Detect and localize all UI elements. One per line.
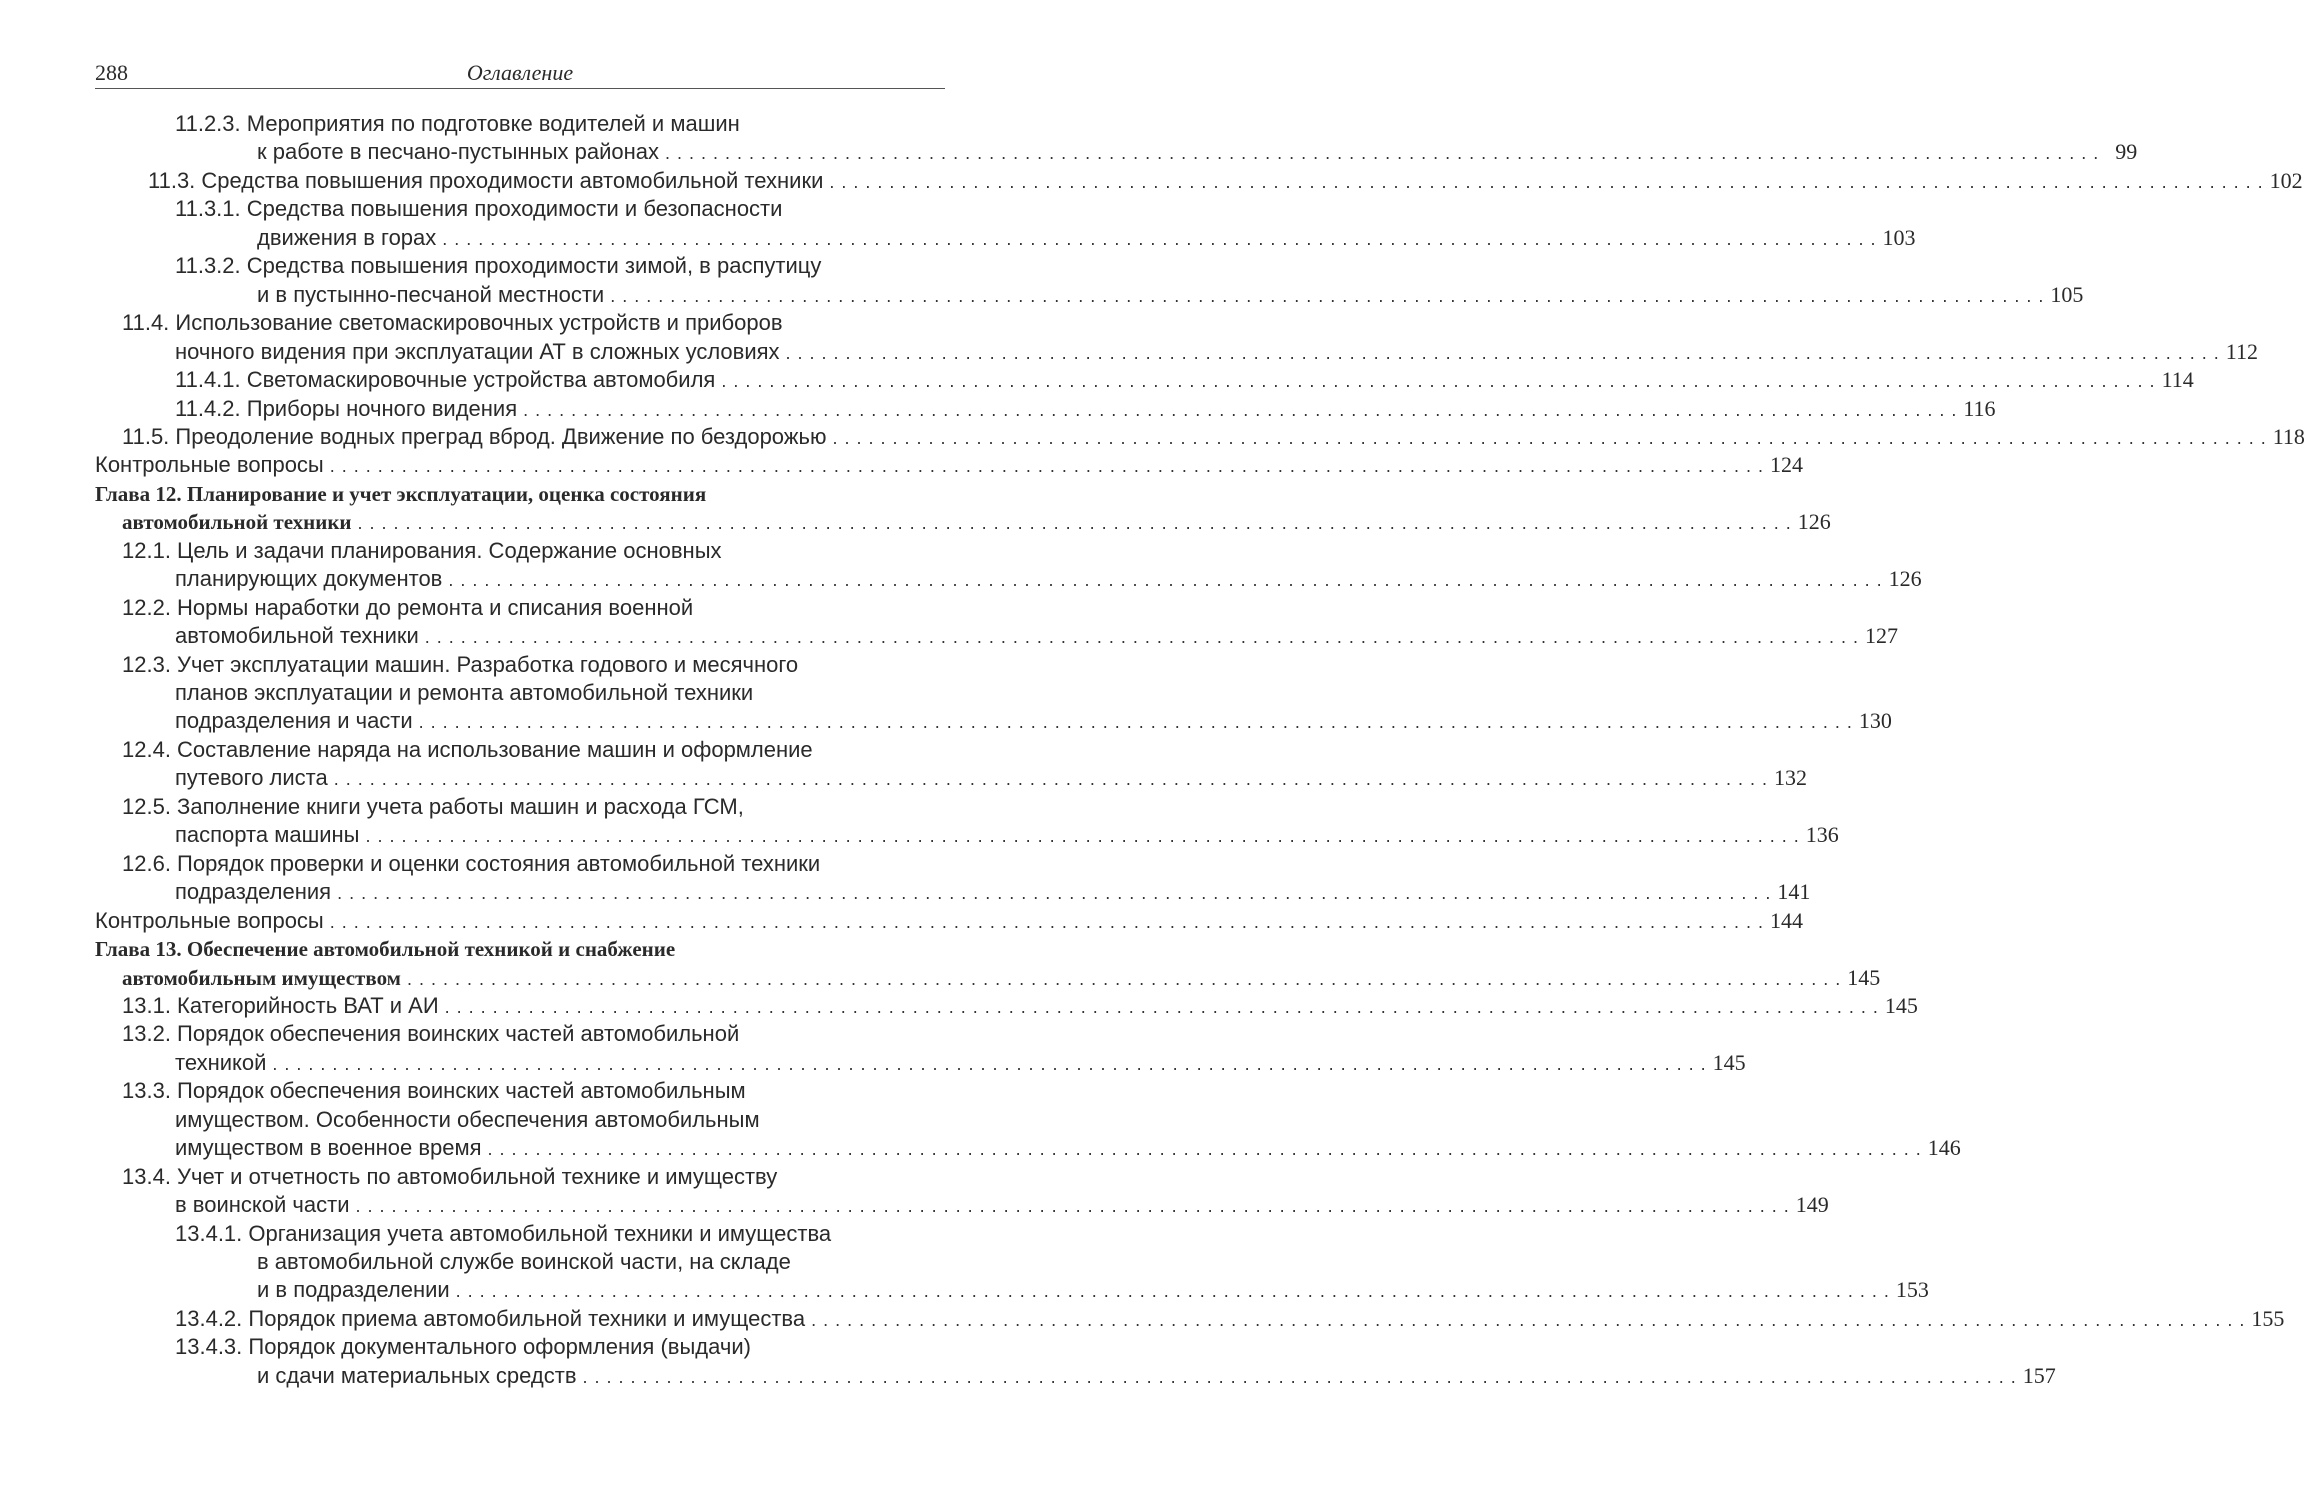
toc-page-number: 124 (1769, 452, 1803, 478)
toc-page-number: 141 (1777, 879, 1811, 905)
toc-page-number: 132 (1773, 765, 1807, 791)
toc-page-number: 116 (1963, 395, 1996, 421)
dot-leader: . . . . . . . . . . . . . . . . . . . . . . . . . . . . . . . . . . . . . . . . . . . . . . . . . . . . . . . . . . . . . . . . . . . . . . . . . . . . . . . . . . . . . . . . . . . . . . . . . . . . . . . . . . . . . . . . . . . . . . . . (487, 1139, 1922, 1160)
toc-entry-title: подразделения (175, 879, 332, 905)
toc-entry-line (122, 594, 693, 622)
dot-leader: . . . . . . . . . . . . . . . . . . . . . . . . . . . . . . . . . . . . . . . . . . . . . . . . . . . . . . . . . . . . . . . . . . . . . . . . . . . . . . . . . . . . . . . . . . . . . . . . . . . . . . . . . . . . . . . . . . . . . . . . (523, 399, 1958, 420)
dot-leader: . . . . . . . . . . . . . . . . . . . . . . . . . . . . . . . . . . . . . . . . . . . . . . . . . . . . . . . . . . . . . . . . . . . . . . . . . . . . . . . . . . . . . . . . . . . . . . . . . . . . . . . . . . . . . . . . . . . . . . . . (337, 883, 1772, 904)
toc-page-number: 102 (2269, 167, 2303, 193)
toc-entry-line (257, 138, 2138, 166)
toc-page-number: 145 (1884, 992, 1918, 1018)
toc-entry-title: 11.4.2. Приборы ночного видения (175, 395, 518, 421)
toc-entry-line (175, 110, 740, 138)
toc-entry-title: 13.4.2. Порядок приема автомобильной техники и имущества (175, 1305, 806, 1331)
toc-entry-title: 11.2.3. Мероприятия по подготовке водителей и машин (175, 111, 740, 136)
toc-entry-title: 12.2. Нормы наработки до ремонта и списания военной (122, 594, 694, 620)
toc-page-number: 145 (1712, 1049, 1746, 1075)
toc-entry-line (175, 338, 2258, 366)
toc-entry-line (257, 224, 1916, 252)
toc-entry-title: 11.4. Использование светомаскировочных устройств и приборов (122, 310, 783, 336)
toc-entry-title: автомобильным имуществом (122, 965, 401, 990)
toc-entry-line (175, 366, 2194, 394)
toc-entry-line (175, 1049, 1746, 1077)
toc-entry-title: 11.5. Преодоление водных преград вброд. Движение по бездорожью (122, 423, 827, 449)
page-number: 288 (95, 60, 128, 85)
toc-entry-line (122, 651, 798, 679)
toc-entry-line (175, 679, 753, 707)
toc-entry-title: 12.4. Составление наряда на использование машин и оформление (122, 736, 813, 762)
toc-entry-title: Глава 13. Обеспечение автомобильной техникой и снабжение (95, 937, 676, 962)
toc-entry-line (122, 309, 783, 337)
toc-entry-line (175, 1191, 1829, 1219)
toc-entry-line (122, 423, 2305, 451)
toc-page-number: 126 (1797, 509, 1831, 535)
toc-entry-line (148, 167, 2303, 195)
dot-leader: . . . . . . . . . . . . . . . . . . . . . . . . . . . . . . . . . . . . . . . . . . . . . . . . . . . . . . . . . . . . . . . . . . . . . . . . . . . . . . . . . . . . . . . . . . . . . . . . . . . . . . . . . . . . . . . . . . . . . . . . (442, 228, 1877, 249)
toc-entry-title: 12.3. Учет эксплуатации машин. Разработка годового и месячного (122, 651, 799, 677)
toc-entry-title: 11.3.1. Средства повышения проходимости и безопасности (175, 196, 783, 222)
dot-leader: . . . . . . . . . . . . . . . . . . . . . . . . . . . . . . . . . . . . . . . . . . . . . . . . . . . . . . . . . . . . . . . . . . . . . . . . . . . . . . . . . . . . . . . . . . . . . . . . . . . . . . . . . . . . . . . . . . . . . . . . (424, 627, 1860, 648)
toc-entry-title: 13.4.3. Порядок документального оформления (выдачи) (175, 1334, 751, 1360)
toc-entry-title: 13.1. Категорийность ВАТ и АИ (122, 992, 439, 1018)
toc-entry-title: 12.1. Цель и задачи планирования. Содержание основных (122, 537, 722, 563)
toc-entry-line (257, 1248, 791, 1276)
toc-entry-line (175, 622, 1899, 650)
toc-entry-line (257, 1362, 2056, 1390)
dot-leader: . . . . . . . . . . . . . . . . . . . . . . . . . . . . . . . . . . . . . . . . . . . . . . . . . . . . . . . . . . . . . . . . . . . . . . . . . . . . . . . . . . . . . . . . . . . . . . . . . . . . . . . . . . . . . . . . . . . . . . . . (333, 769, 1768, 790)
toc-entry-title: ночного видения при эксплуатации АТ в сложных условиях (175, 338, 780, 364)
toc-entry-line (95, 480, 706, 508)
dot-leader: . . . . . . . . . . . . . . . . . . . . . . . . . . . . . . . . . . . . . . . . . . . . . . . . . . . . . . . . . . . . . . . . . . . . . . . . . . . . . . . . . . . . . . . . . . . . . . . . . . . . . . . . . . . . . . . . . . . . . . . . (329, 911, 1764, 932)
toc-entry-line (122, 1163, 777, 1191)
toc-page-number: 126 (1888, 566, 1922, 592)
toc-entry-line (175, 878, 1811, 906)
toc-entry-title: движения в горах (257, 224, 437, 250)
dot-leader: . . . . . . . . . . . . . . . . . . . . . . . . . . . . . . . . . . . . . . . . . . . . . . . . . . . . . . . . . . . . . . . . . . . . . . . . . . . . . . . . . . . . . . . . . . . . . . . . . . . . . . . . . . . . . . . . . . . . . . . . (355, 1196, 1790, 1217)
dot-leader: . . . . . . . . . . . . . . . . . . . . . . . . . . . . . . . . . . . . . . . . . . . . . . . . . . . . . . . . . . . . . . . . . . . . . . . . . . . . . . . . . . . . . . . . . . . . . . . . . . . . . . . . . . . . . . . . . . . . . . . . (272, 1053, 1707, 1074)
dot-leader: . . . . . . . . . . . . . . . . . . . . . . . . . . . . . . . . . . . . . . . . . . . . . . . . . . . . . . . . . . . . . . . . . . . . . . . . . . . . . . . . . . . . . . . . . . . . . . . . . . . . . . . . . . . . . . . . . . . . . . . . (832, 427, 2267, 448)
toc-entry-title: Глава 12. Планирование и учет эксплуатации, оценка состояния (95, 481, 707, 506)
toc-page-number: 157 (2022, 1362, 2056, 1388)
toc-entry-title: автомобильной техники (122, 510, 352, 535)
toc-entry-line (175, 1134, 1961, 1162)
toc-entry-title: автомобильной техники (175, 623, 419, 649)
dot-leader: . . . . . . . . . . . . . . . . . . . . . . . . . . . . . . . . . . . . . . . . . . . . . . . . . . . . . . . . . . . . . . . . . . . . . . . . . . . . . . . . . . . . . . . . . . . . . . . . . . . . . . . . . . . . . . . . . . . . . . . . (829, 171, 2264, 192)
dot-leader: . . . . . . . . . . . . . . . . . . . . . . . . . . . . . . . . . . . . . . . . . . . . . . . . . . . . . . . . . . . . . . . . . . . . . . . . . . . . . . . . . . . . . . . . . . . . . . . . . . . . . . . . . . . . . . . . . . . . . . . . (455, 1281, 1890, 1302)
toc-entry-line (175, 395, 1996, 423)
toc-page-number: 118 (2272, 423, 2305, 449)
toc-entry-line (122, 508, 1831, 536)
toc-entry-title: в автомобильной службе воинской части, на складе (257, 1249, 791, 1274)
toc-entry-title: в воинской части (175, 1192, 350, 1218)
toc-entry-title: к работе в песчано-пустынных районах (257, 139, 660, 165)
toc-page-number: 136 (1805, 822, 1839, 848)
toc-entry-title: и в подразделении (257, 1277, 450, 1303)
toc-page-number: 155 (2251, 1305, 2285, 1331)
toc-page-number: 144 (1769, 907, 1803, 933)
toc-entry-title: 11.3.2. Средства повышения проходимости зимой, в распутицу (175, 253, 822, 279)
toc-entry-line (175, 1305, 2285, 1333)
toc-entry-title: 13.4.1. Организация учета автомобильной техники и имущества (175, 1220, 832, 1246)
toc-entry-line (122, 964, 1881, 992)
toc-entry-title: Контрольные вопросы (95, 452, 324, 478)
toc-entry-title: планов эксплуатации и ремонта автомобильной техники (175, 680, 754, 705)
toc-page-number: 145 (1847, 964, 1881, 990)
toc-entry-title: и в пустынно-песчаной местности (257, 281, 605, 307)
toc-entry-title: 12.5. Заполнение книги учета работы машин и расхода ГСМ, (122, 793, 744, 819)
toc-entry-title: 13.2. Порядок обеспечения воинских частей автомобильной (122, 1021, 740, 1047)
toc-entry-line (122, 850, 820, 878)
toc-entry-line (175, 1333, 751, 1361)
toc-page-number: 103 (1882, 224, 1916, 250)
toc-page-number: 130 (1858, 708, 1892, 734)
toc-entry-title: имуществом. Особенности обеспечения автомобильным (175, 1106, 760, 1132)
toc-entry-line (122, 736, 813, 764)
dot-leader: . . . . . . . . . . . . . . . . . . . . . . . . . . . . . . . . . . . . . . . . . . . . . . . . . . . . . . . . . . . . . . . . . . . . . . . . . . . . . . . . . . . . . . . . . . . . . . . . . . . . . . . . . . . . . . . . . . . . . . . . (610, 285, 2045, 306)
dot-leader: . . . . . . . . . . . . . . . . . . . . . . . . . . . . . . . . . . . . . . . . . . . . . . . . . . . . . . . . . . . . . . . . . . . . . . . . . . . . . . . . . . . . . . . . . . . . . . . . . . . . . . . . . . . . . . . . . . . . . . . . (357, 513, 1792, 534)
toc-entry-line (257, 281, 2084, 309)
toc-entry-title: и сдачи материальных средств (257, 1362, 577, 1388)
dot-leader: . . . . . . . . . . . . . . . . . . . . . . . . . . . . . . . . . . . . . . . . . . . . . . . . . . . . . . . . . . . . . . . . . . . . . . . . . . . . . . . . . . . . . . . . . . . . . . . . . . . . . . . . . . . . . . . . . . . . . . . . (811, 1309, 2246, 1330)
dot-leader: . . . . . . . . . . . . . . . . . . . . . . . . . . . . . . . . . . . . . . . . . . . . . . . . . . . . . . . . . . . . . . . . . . . . . . . . . . . . . . . . . . . . . . . . . . . . . . . . . . . . . . . . . . . . . . . . . . . . . . . . (721, 371, 2156, 392)
toc-entry-title: 12.6. Порядок проверки и оценки состояния автомобильной техники (122, 850, 821, 876)
dot-leader: . . . . . . . . . . . . . . . . . . . . . . . . . . . . . . . . . . . . . . . . . . . . . . . . . . . . . . . . . . . . . . . . . . . . . . . . . . . . . . . . . . . . . . . . . . . . . . . . . . . . . . . . . . . . . . . . . . . . . . . . (785, 342, 2220, 363)
dot-leader: . . . . . . . . . . . . . . . . . . . . . . . . . . . . . . . . . . . . . . . . . . . . . . . . . . . . . . . . . . . . . . . . . . . . . . . . . . . . . . . . . . . . . . . . . . . . . . . . . . . . . . . . . . . . . . . . . . . . . . . . (365, 826, 1800, 847)
dot-leader: . . . . . . . . . . . . . . . . . . . . . . . . . . . . . . . . . . . . . . . . . . . . . . . . . . . . . . . . . . . . . . . . . . . . . . . . . . . . . . . . . . . . . . . . . . . . . . . . . . . . . . . . . . . . . . . . . . . . . . . . (444, 996, 1879, 1017)
toc-entry-line (175, 1106, 760, 1134)
toc-entry-line (122, 537, 722, 565)
dot-leader: . . . . . . . . . . . . . . . . . . . . . . . . . . . . . . . . . . . . . . . . . . . . . . . . . . . . . . . . . . . . . . . . . . . . . . . . . . . . . . . . . . . . . . . . . . . . . . . . . . . . . . . . . . . . . . . . . . . . . . . . (582, 1366, 2017, 1387)
toc-page-number: 149 (1795, 1192, 1829, 1218)
toc-entry-line (122, 1020, 739, 1048)
toc-entry-title: имуществом в военное время (175, 1135, 482, 1161)
toc-entry-line (175, 195, 782, 223)
toc-page-number: 153 (1895, 1277, 1929, 1303)
toc-entry-line (122, 793, 744, 821)
toc-entry-line (175, 1220, 831, 1248)
toc-entry-title: техникой (175, 1049, 267, 1075)
toc-entry-title: подразделения и части (175, 708, 413, 734)
dot-leader: . . . . . . . . . . . . . . . . . . . . . . . . . . . . . . . . . . . . . . . . . . . . . . . . . . . . . . . . . . . . . . . . . . . . . . . . . . . . . . . . . . . . . . . . . . . . . . . . . . . . . . . . . . . . . . . . . . . . . . . . (665, 143, 2100, 164)
dot-leader: . . . . . . . . . . . . . . . . . . . . . . . . . . . . . . . . . . . . . . . . . . . . . . . . . . . . . . . . . . . . . . . . . . . . . . . . . . . . . . . . . . . . . . . . . . . . . . . . . . . . . . . . . . . . . . . . . . . . . . . . (329, 456, 1764, 477)
toc-entry-line (122, 992, 1918, 1020)
toc-entry-title: 13.4. Учет и отчетность по автомобильной технике и имуществу (122, 1163, 778, 1189)
toc-entry-line (257, 1276, 1929, 1304)
dot-leader: . . . . . . . . . . . . . . . . . . . . . . . . . . . . . . . . . . . . . . . . . . . . . . . . . . . . . . . . . . . . . . . . . . . . . . . . . . . . . . . . . . . . . . . . . . . . . . . . . . . . . . . . . . . . . . . . . . . . . . . . (418, 712, 1853, 733)
dot-leader: . . . . . . . . . . . . . . . . . . . . . . . . . . . . . . . . . . . . . . . . . . . . . . . . . . . . . . . . . . . . . . . . . . . . . . . . . . . . . . . . . . . . . . . . . . . . . . . . . . . . . . . . . . . . . . . . . . . . . . . . (406, 968, 1842, 989)
toc-entry-line (175, 707, 1892, 735)
toc-entry-title: путевого листа (175, 765, 328, 791)
toc-entry-title: 11.3. Средства повышения проходимости автомобильной техники (148, 167, 824, 193)
toc-entry-title: планирующих документов (175, 566, 443, 592)
toc-entry-line (175, 821, 1839, 849)
running-title: Оглавление (466, 60, 574, 85)
toc-page-number: 99 (2115, 139, 2138, 165)
toc-page-number: 146 (1927, 1135, 1961, 1161)
toc-page-number: 127 (1865, 623, 1899, 649)
toc-entry-title: 11.4.1. Светомаскировочные устройства автомобиля (175, 367, 716, 393)
toc-entry-title: Контрольные вопросы (95, 907, 324, 933)
dot-leader: . . . . . . . . . . . . . . . . . . . . . . . . . . . . . . . . . . . . . . . . . . . . . . . . . . . . . . . . . . . . . . . . . . . . . . . . . . . . . . . . . . . . . . . . . . . . . . . . . . . . . . . . . . . . . . . . . . . . . . . . (448, 570, 1883, 591)
toc-entry-line (95, 935, 675, 963)
toc-entry-line (175, 565, 1922, 593)
toc-entry-title: паспорта машины (175, 822, 360, 848)
page-header (95, 58, 945, 89)
toc-entry-title: 13.3. Порядок обеспечения воинских частей автомобильным (122, 1078, 746, 1104)
toc-entry-line (95, 451, 1803, 479)
toc-page-number: 105 (2050, 281, 2084, 307)
toc-page-number: 112 (2225, 338, 2258, 364)
toc-page-number: 114 (2161, 367, 2194, 393)
toc-entry-line (175, 764, 1807, 792)
toc-entry-line (95, 907, 1803, 935)
toc-entry-line (122, 1077, 746, 1105)
toc-entry-line (175, 252, 821, 280)
